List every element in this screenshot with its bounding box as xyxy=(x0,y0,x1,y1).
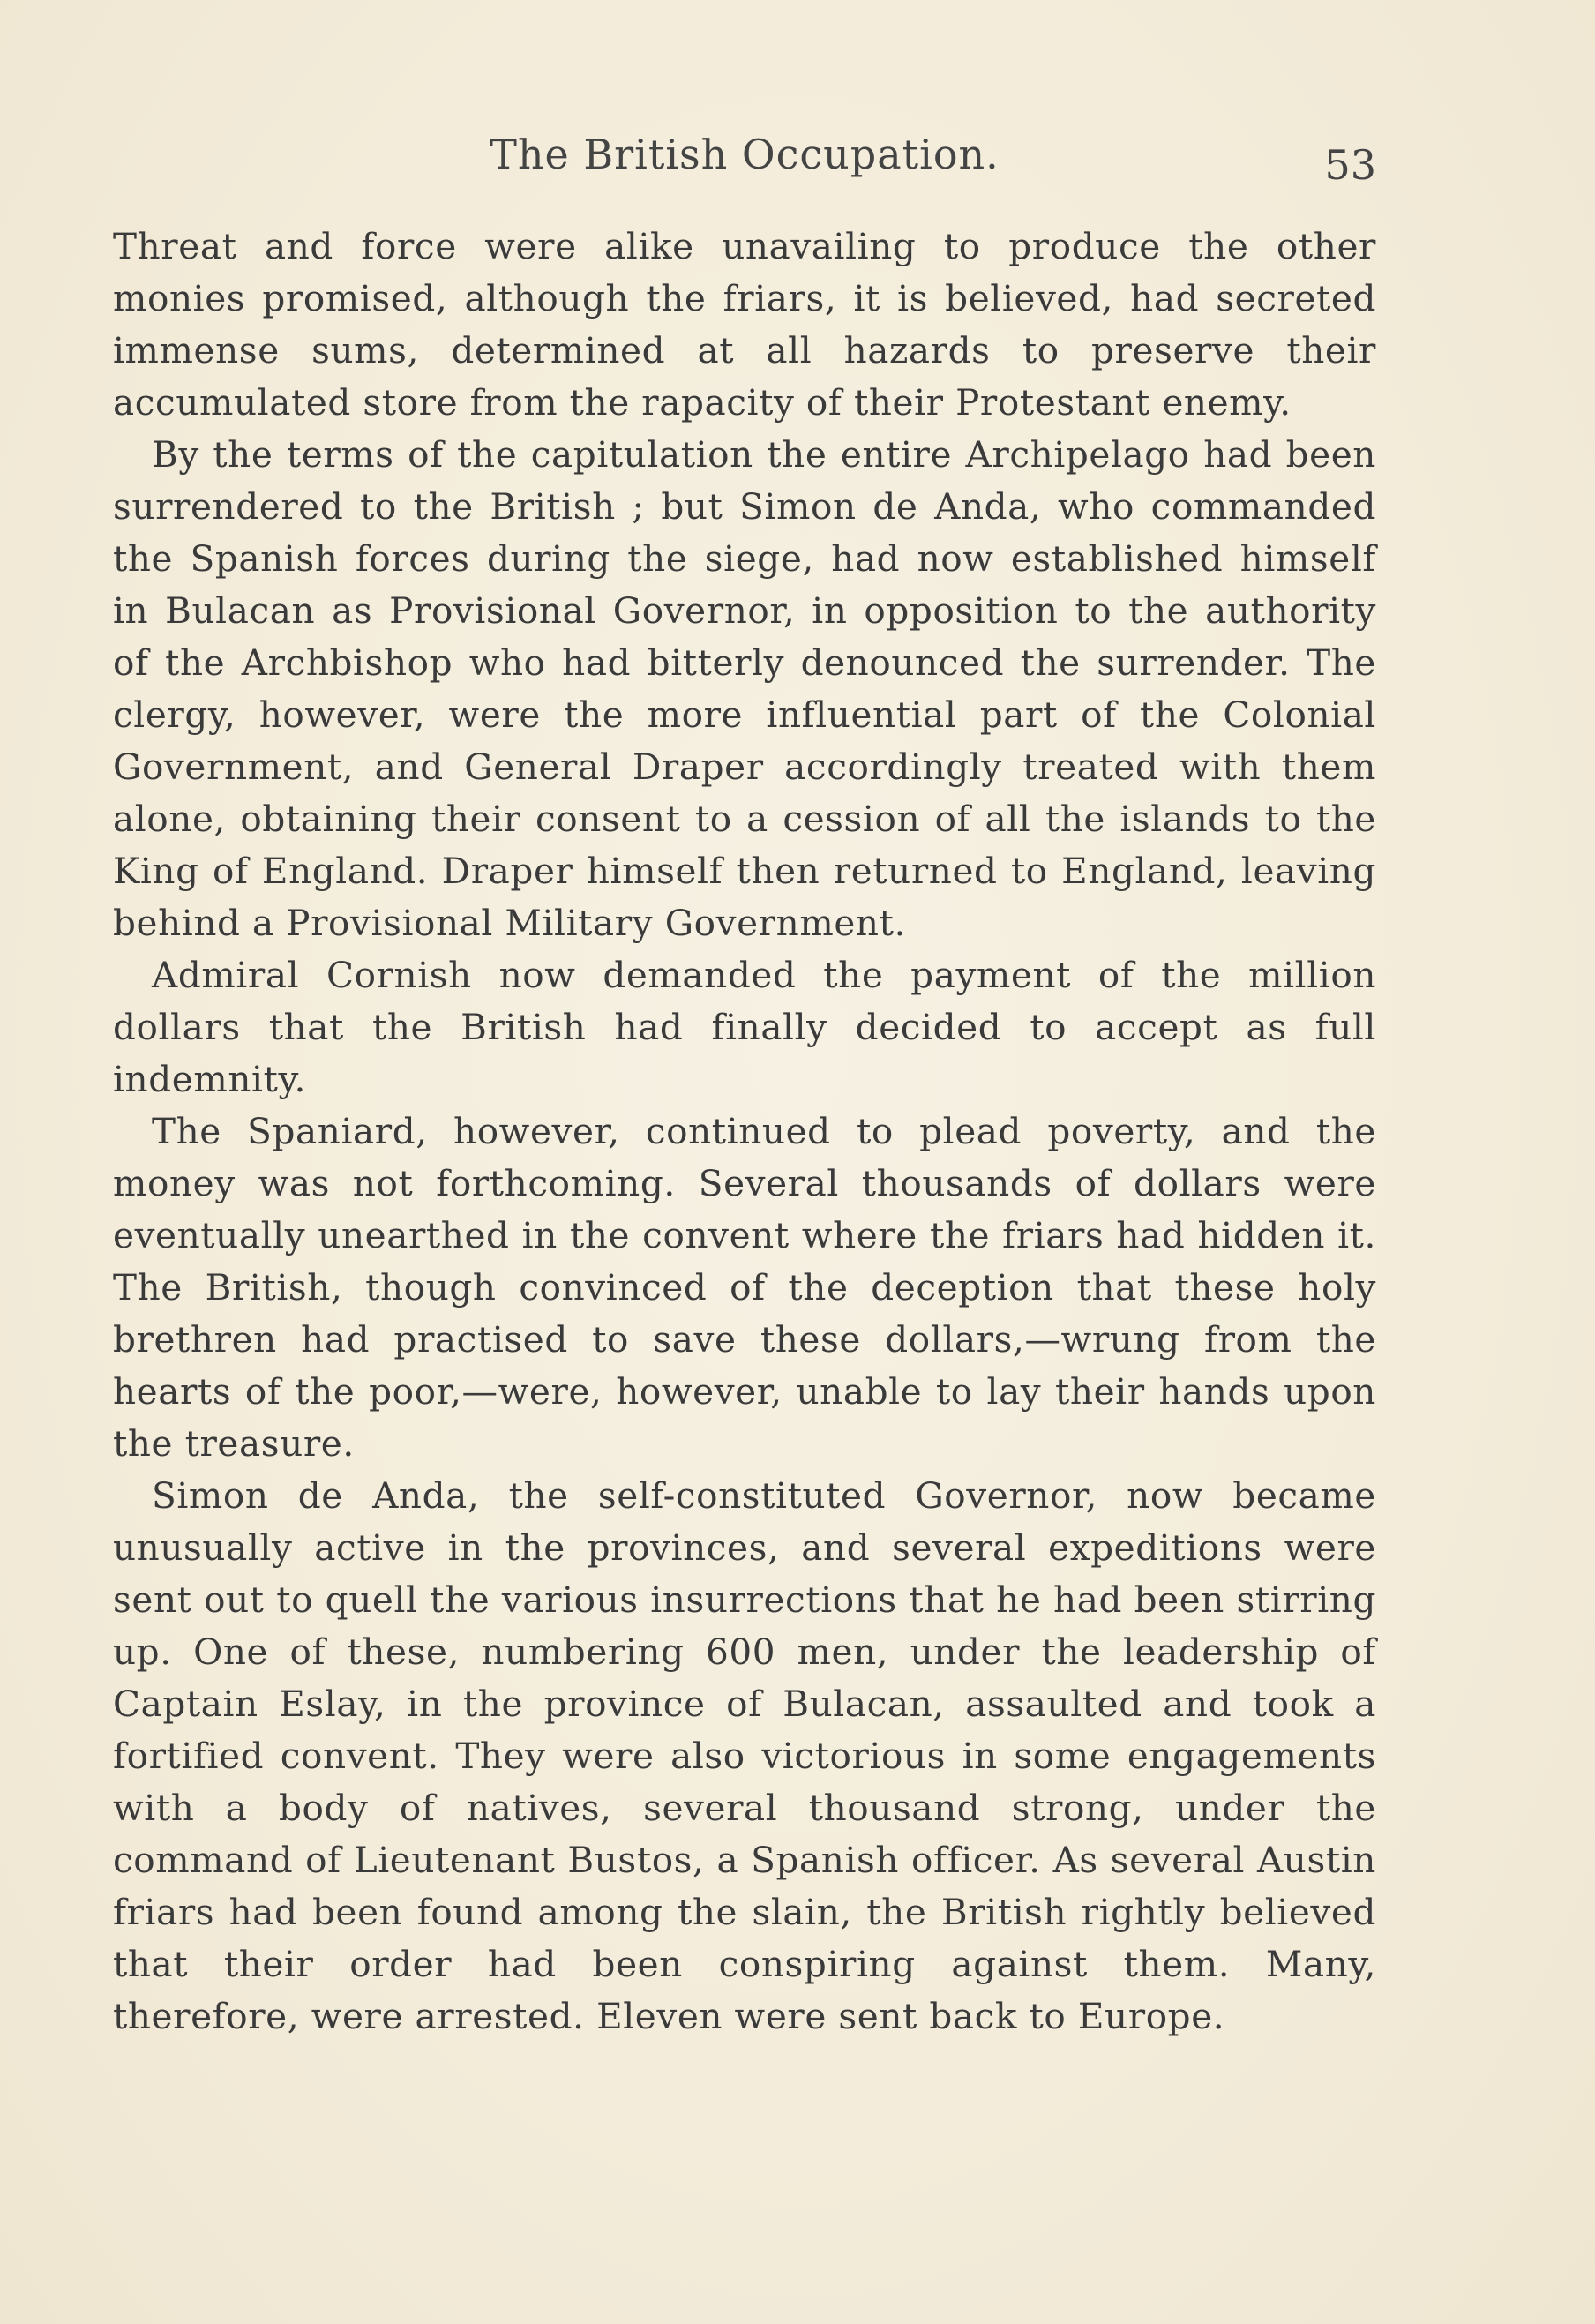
page-number: 53 xyxy=(1324,141,1376,189)
page-header xyxy=(113,131,1376,192)
paragraph-spaniard-poverty: The Spaniard, however, continued to plead poverty, and the money was not forthcoming. Several thousands of dollars were eventually unearthed in the convent where the friars had hidden it. The British, though convinced of the deception that these holy brethren had practised to save these dollars,—wrung from the hearts of the poor,—were, however, unable to lay their hands upon the treasure. xyxy=(113,1110,1376,1465)
paragraph-capitulation-terms: By the terms of the capitulation the entire Archipelago had been surrendered to the British ; but Simon de Anda, who commanded the Spanish forces during the siege, had now established himself in Bulacan as Provisional Governor, in opposition to the authority of the Archbishop who had bitterly denounced the surrender. The clergy, however, were the more influential part of the Colonial Government, and General Draper accordingly treated with them alone, obtaining their consent to a cession of all the islands to the King of England. Draper himself then returned to England, leaving behind a Provisional Military Government. xyxy=(113,433,1376,944)
paragraph-threat-and-force: Threat and force were alike unavailing to produce the other monies promised, although the friars, it is believed, had secreted immense sums, determined at all hazards to preserve their accumulated store from the rapacity of their Protestant enemy. xyxy=(113,225,1376,424)
paragraph-simon-de-anda: Simon de Anda, the self-constituted Governor, now became unusually active in the provinces, and several expeditions were sent out to quell the various insurrections that he had been stirring up. One of these, numbering 600 men, under the leadership of Captain Eslay, in the province of Bulacan, assaulted and took a fortified convent. They were also victorious in some engagements with a body of natives, several thousand strong, under the command of Lieutenant Bustos, a Spanish officer. As several Austin friars had been found among the slain, the British rightly believed that their order had been conspiring against them. Many, therefore, were arrested. Eleven were sent back to Europe. xyxy=(113,1474,1376,2037)
body-text xyxy=(113,221,1376,2179)
paragraph-admiral-cornish: Admiral Cornish now demanded the payment of the million dollars that the British had finally decided to accept as full indemnity. xyxy=(113,954,1376,1100)
running-title: The British Occupation. xyxy=(490,131,1000,178)
